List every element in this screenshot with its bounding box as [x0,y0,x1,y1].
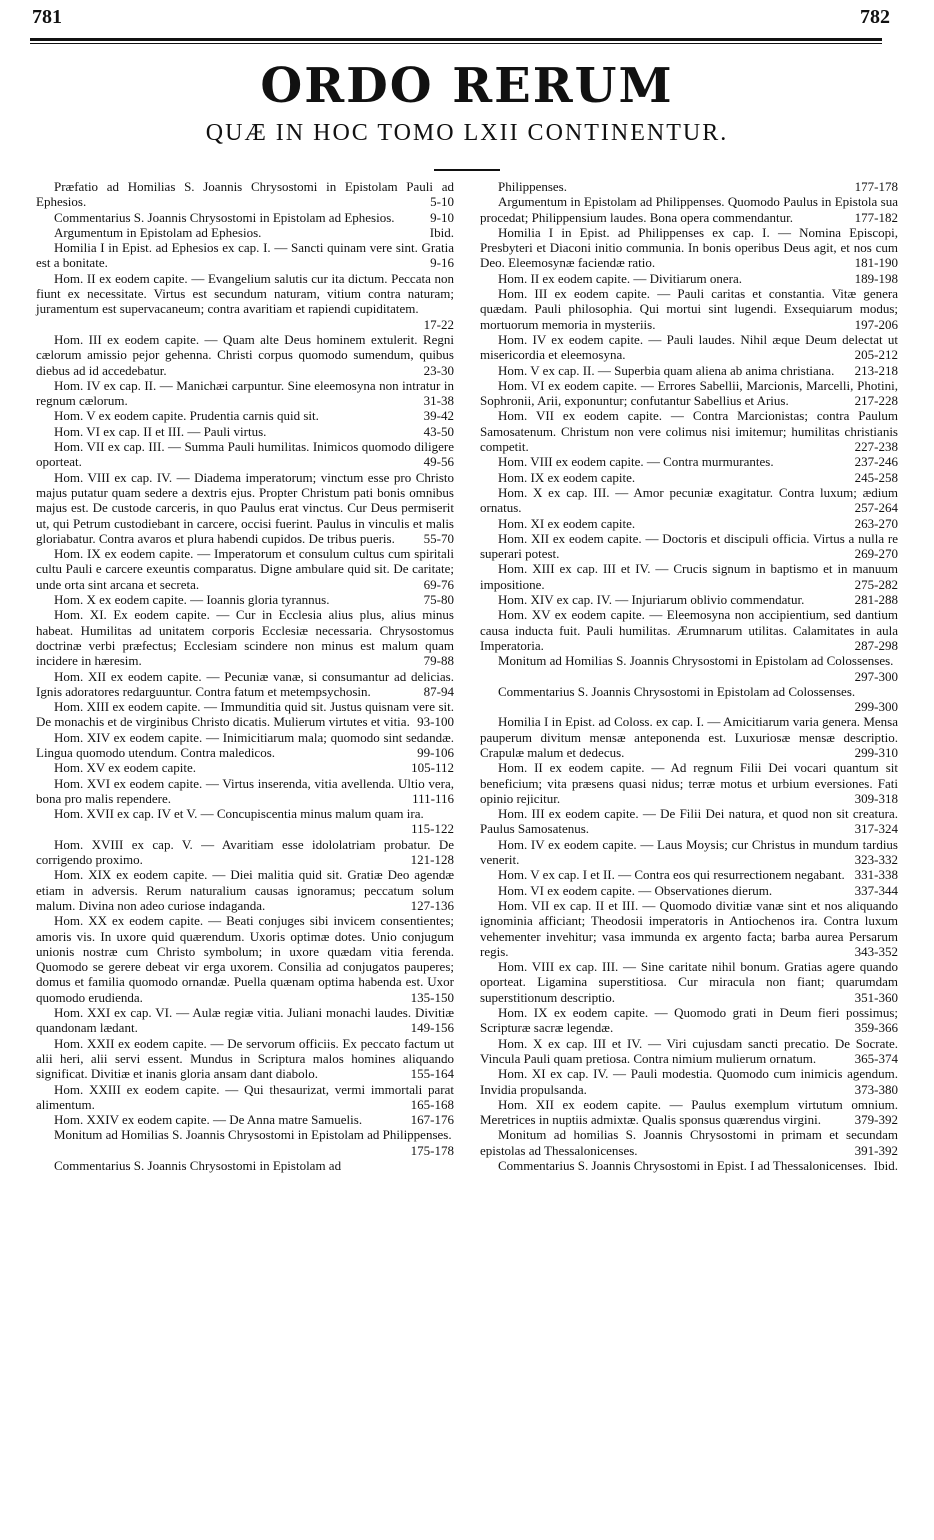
entry-text: Hom. XVIII ex cap. V. — Avaritiam esse idololatriam probatur. De corrigendo proximo. [36,836,454,868]
index-entry [480,271,898,286]
index-entry [480,883,898,898]
entry-text: Hom. X ex eodem capite. — Ioannis gloria tyrannus. [54,592,330,608]
index-entry [36,408,454,423]
index-entry [480,898,898,959]
entry-pages: 75-80 [423,592,454,608]
entry-text: Hom. IX ex eodem capite. [498,469,636,485]
index-entry [480,653,898,684]
index-entry [480,867,898,882]
entry-text: Hom. XXI ex cap. VI. — Aulæ regiæ vitia. Juliani monachi laudes. Divitiæ quandonam lædant. [36,1005,454,1036]
index-entry [480,225,898,271]
index-entry [480,485,898,516]
index-entry [36,607,454,668]
entry-text: Commentarius S. Joannis Chrysostomi in Epistolam ad Colossenses. [498,683,856,699]
entry-text: Hom. XI ex cap. IV. — Pauli modestia. Quomodo cum inimicis agendum. Invidia propulsanda. [480,1066,898,1097]
index-entry [36,837,454,868]
entry-text: Hom. XIII ex eodem capite. — Immunditia quid sit. Justus quisnam vere sit. De monachis et de virginibus Christo dicatis. Mulierum virtutes et vitia. [36,699,454,730]
entry-pages: 127-136 [410,897,454,913]
index-entry [480,607,898,653]
entry-text: Hom. XXIV ex eodem capite. — De Anna matre Samuelis. [54,1112,363,1128]
index-entry [36,913,454,1005]
entry-pages: Ibid. [873,1158,898,1173]
index-entry [480,959,898,1005]
entry-pages: 213-218 [854,362,898,378]
entry-text: Hom. III ex eodem capite. — De Filii Dei natura, et quod non sit creatura. Paulus Samosatenus. [480,806,898,837]
entry-pages: 177-182 [854,209,898,225]
entry-pages: 69-76 [423,576,454,592]
entry-text: Argumentum in Epistolam ad Philippenses. Quomodo Paulus in Epistola sua procedat; Philippensium laudes. Bona opera commendantur. [480,194,898,225]
entry-pages: 149-156 [410,1020,454,1036]
index-entry [36,179,454,210]
entry-text: Hom. II ex eodem capite. — Divitiarum onera. [498,270,743,286]
entry-pages: 177-178 [854,179,898,194]
entry-pages: 79-88 [423,653,454,669]
header-rule-thick [30,38,882,41]
index-entry [36,1036,454,1082]
entry-text: Hom. IV ex eodem capite. — Pauli laudes. Nihil æque Deum delectat ut misericordia et eleemosyna. [480,331,898,363]
entry-pages: 245-258 [854,469,898,485]
entry-text: Argumentum in Epistolam ad Ephesios. [54,224,262,240]
index-entry [36,271,454,332]
index-entry [480,179,898,194]
index-entry [36,1082,454,1113]
index-entry [480,1127,898,1158]
index-entry [36,546,454,592]
index-entry [36,470,454,546]
index-entry [36,592,454,607]
entry-pages: 337-344 [854,882,898,898]
index-entry [480,592,898,607]
index-entry [36,378,454,409]
entry-text: Homilia I in Epist. ad Coloss. ex cap. I. — Amicitiarum varia genera. Mensa pauperum divitum mensæ anteponenda est. Luxuriosæ mensæ descriptio. Crapulæ malum et dedecus. [480,714,898,760]
index-entry [480,408,898,454]
entry-pages: 297-300 [854,668,898,684]
entry-text: Commentarius S. Joannis Chrysostomi in Epistolam ad [54,1158,342,1173]
entry-pages: 299-310 [854,744,898,760]
entry-text: Hom. XIV ex eodem capite. — Inimicitiarum mala; quomodo sint sedandæ. Lingua quomodo utendum. Contra maledicos. [36,729,454,760]
entry-text: Hom. XI ex eodem capite. [498,515,636,531]
entry-pages: 299-300 [854,699,898,715]
index-entry [36,1112,454,1127]
entry-text: Hom. VIII ex cap. III. — Sine caritate nihil bonum. Gratias agere quando oporteat. Ligamina superstitiosa. Cur miracula non fiant; quarumdam superstitionum descriptio. [480,959,898,1005]
entry-pages: 323-332 [854,852,898,868]
entry-pages: 9-10 [430,209,454,225]
entry-pages: 359-366 [854,1020,898,1036]
index-entry [480,1036,898,1067]
entry-pages: 309-318 [854,790,898,806]
entry-text: Hom. VI ex cap. II et III. — Pauli virtus. [54,423,267,439]
entry-pages: 87-94 [423,683,454,699]
entry-pages: 115-122 [411,821,454,837]
entry-pages: 155-164 [410,1066,454,1082]
entry-text: Homilia I in Epist. ad Philippenses ex cap. I. — Nomina Episcopi, Presbyteri et Diaconi initio communia. In bonis operibus Deus agit, et nos cum Deo. Eleemosynæ faciendæ ratio. [480,224,898,271]
index-entry [36,730,454,761]
index-entry [36,669,454,700]
index-entry [480,454,898,469]
page-number-right: 782 [860,6,890,28]
left-column [36,179,454,1173]
index-entry [36,240,454,271]
entry-text: Hom. XI. Ex eodem capite. — Cur in Ecclesia alius plus, alius minus habeat. Humilitas ad unitatem corporis Ecclesiæ necessaria. Chrysostomus doctrinæ verbi præfectus; Ecclesiam scindere non minus est malum quam incidere in hæresim. [36,607,454,669]
entry-text: Hom. III ex eodem capite. — Quam alte Deus hominem extulerit. Regni cælorum amissio pejor gehenna. Christi corpus quomodo sumendum, quibus diebus ad id accedebatur. [36,331,454,378]
entry-pages: 257-264 [854,500,898,516]
index-entry [480,760,898,806]
entry-pages: 93-100 [417,714,454,730]
entry-text: Hom. XV ex eodem capite. — Eleemosyna non accipientium, sed dantium causa inducta fuit. Pauli humilitas. Ærumnarum utilitas. Calamitates in aula Imperatoria. [480,607,898,653]
entry-pages: 111-116 [412,790,454,806]
entry-pages: 281-288 [854,592,898,608]
entry-text: Hom. VII ex cap. III. — Summa Pauli humilitas. Inimicos quomodo diligere oporteat. [36,439,454,470]
header-rule-thin [30,43,882,44]
entry-text: Hom. IV ex eodem capite. — Laus Moysis; cur Christus in mundum tardius venerit. [480,836,898,868]
entry-text: Hom. XII ex eodem capite. — Paulus exemplum virtutum omnium. Meretrices in nuptiis admixtæ. Qualis sponsus quærendus virgini. [480,1096,898,1128]
entry-pages: 99-106 [417,744,454,760]
entry-text: Hom. XII ex eodem capite. — Pecuniæ vanæ, si consumantur ad delicias. Ignis adoratores redarguuntur. Contra fatum et metempsychosin. [36,668,454,699]
entry-pages: 181-190 [854,255,898,271]
index-entry [36,1005,454,1036]
entry-text: Hom. XXII ex eodem capite. — De servorum officiis. Ex peccato factum ut alii heri, alii servi essent. Mundus in Scriptura malos homines aliquando significat. Divitiæ et inanis gloria ansam dant diabolo. [36,1035,454,1082]
index-entry [36,225,454,240]
entry-pages: 205-212 [854,347,898,363]
entry-pages: 175-178 [410,1142,454,1158]
entry-pages: 269-270 [854,546,898,562]
index-entry [36,699,454,730]
entry-text: Hom. VIII ex eodem capite. — Contra murmurantes. [498,454,774,470]
index-entry [480,332,898,363]
entry-text: Hom. X ex cap. III et IV. — Viri cujusdam sancti precatio. De Socrate. Vincula Pauli quam pretiosa. Contra nimium mulierum ornatum. [480,1035,898,1066]
title-divider [434,169,500,171]
entry-pages: 23-30 [423,362,454,378]
index-entry [480,470,898,485]
index-entry [36,439,454,470]
index-entry [480,363,898,378]
entry-text: Hom. V ex cap. II. — Superbia quam aliena ab anima christiana. [498,362,835,378]
entry-pages: 167-176 [410,1112,454,1128]
entry-pages: 189-198 [854,270,898,286]
entry-pages: 227-238 [854,439,898,455]
index-entry [36,1158,454,1173]
entry-pages: 17-22 [423,316,454,332]
entry-text: Hom. IV ex cap. II. — Manichæi carpuntur. Sine eleemosyna non intratur in regnum cælorum. [36,377,454,409]
entry-pages: 121-128 [410,852,454,868]
entry-text: Præfatio ad Homilias S. Joannis Chrysostomi in Epistolam Pauli ad Ephesios. [36,179,454,210]
right-column [480,179,898,1173]
entry-pages: 105-112 [411,760,454,776]
entry-text: Hom. XV ex eodem capite. [54,760,196,776]
page-title: ORDO RERUM [260,58,674,114]
page-number-left: 781 [32,6,62,28]
entry-pages: 351-360 [854,989,898,1005]
entry-text: Hom. XIV ex cap. IV. — Injuriarum oblivio commendatur. [498,592,805,608]
entry-text: Hom. II ex eodem capite. — Evangelium salutis cur ita dictum. Peccata non fiunt ex necessitate. Virtus est secundum naturam, vitium contra naturam; juramentum est supervacaneum; contra avaritiam et rapiendi cupiditatem. [36,270,454,317]
entry-text: Hom. XXIII ex eodem capite. — Qui thesaurizat, vermi immortali parat alimentum. [36,1081,454,1112]
entry-text: Hom. XX ex eodem capite. — Beati conjuges sibi invicem consentientes; amoris vis. In uxore quid quærendum. Uxoris optimæ dotes. Unio conjugum unionis nostræ cum Christo symbolum; in uxore quædam vitia ferenda. Quomodo se gerere debeat vir erga uxorem. Consilia ad conjugatos pauperes; domus et familia quomodo ornandæ. Puella quænam optima habenda est. Uxor quomodo erudienda. [36,913,454,1005]
entry-text: Hom. V ex cap. I et II. — Contra eos qui resurrectionem negabant. [498,867,845,883]
index-entry [36,1127,454,1158]
entry-text: Hom. VII ex eodem capite. — Contra Marcionistas; contra Paulum Samosatenum. Christum non vere colimus nisi imitemur; humilitas christianis competit. [480,408,898,455]
entry-pages: 379-392 [854,1112,898,1128]
page-subtitle: QUÆ IN HOC TOMO LXII CONTINENTUR. [205,120,729,146]
index-entry [36,332,454,378]
entry-pages: 237-246 [854,454,898,470]
index-entry [480,561,898,592]
entry-text: Hom. X ex cap. III. — Amor pecuniæ exagitatur. Contra luxum; ædium ornatus. [480,484,898,516]
entry-pages: 317-324 [854,821,898,837]
entry-pages: 197-206 [854,316,898,332]
index-entry [36,210,454,225]
index-entry [480,286,898,332]
index-entry [36,867,454,913]
entry-text: Monitum ad Homilias S. Joannis Chrysostomi in Epistolam ad Colossenses. [498,653,894,669]
entry-pages: 55-70 [423,530,454,546]
entry-text: Monitum ad homilias S. Joannis Chrysostomi in primam et secundam epistolas ad Thessalonicenses. [480,1127,898,1158]
entry-pages: 331-338 [854,867,898,883]
entry-pages: 217-228 [854,393,898,409]
entry-text: Philippenses. [498,179,567,194]
index-entry [36,760,454,775]
index-entry [36,776,454,807]
entry-text: Hom. V ex eodem capite. Prudentia carnis quid sit. [54,408,319,424]
entry-text: Hom. XVI ex eodem capite. — Virtus inserenda, vitia avellenda. Ultio vera, bona pro malis rependere. [36,775,454,806]
index-entry [480,194,898,225]
entry-text: Hom. IX ex eodem capite. — Quomodo grati in Deum fieri possimus; Scripturæ sacræ legendæ. [480,1005,898,1036]
entry-text: Hom. VII ex cap. II et III. — Quomodo divitiæ vanæ sint et nos aliquando ignominia afficiant; Theodosii imperatoris in Antiochenos ira. Contra luxum vehementer invehitur; vasa immunda ex argento facta; barba aurea Persarum regis. [480,897,898,959]
entry-pages: 135-150 [410,989,454,1005]
entry-pages: 43-50 [423,423,454,439]
entry-text: Hom. XII ex eodem capite. — Doctoris et discipuli officia. Virtus a nulla re superari potest. [480,530,898,562]
index-entry [36,424,454,439]
index-entry [480,378,898,409]
entry-pages: 49-56 [423,454,454,470]
index-entry [480,1158,898,1173]
entry-text: Homilia I in Epist. ad Ephesios ex cap. I. — Sancti quinam vere sint. Gratia est a bonitate. [36,240,454,271]
index-entry [480,1005,898,1036]
entry-text: Hom. III ex eodem capite. — Pauli caritas et constantia. Vitæ genera quædam. Pauli philosophia. Qui mortui sint lugendi. Exsequiarum modus; mortuorum memoria in mysteriis. [480,286,898,332]
entry-text: Hom. XVII ex cap. IV et V. — Concupiscentia minus malum quam ira. [54,806,424,822]
entry-text: Hom. II ex eodem capite. — Ad regnum Filii Dei vocari quantum sit beneficium; vita præsens quasi nidus; terræ motus et urbium eversiones. Fati opinio rejicitur. [480,760,898,806]
entry-pages: 373-380 [854,1081,898,1097]
entry-pages: 165-168 [410,1096,454,1112]
index-entry [480,806,898,837]
entry-pages: 9-16 [430,255,454,271]
index-entry [480,531,898,562]
index-entry [480,714,898,760]
index-entry [480,516,898,531]
entry-text: Hom. XIII ex cap. III et IV. — Crucis signum in baptismo et in manuum impositione. [480,561,898,592]
entry-pages: 365-374 [854,1050,898,1066]
entry-pages: 287-298 [854,637,898,653]
index-entry [480,1097,898,1128]
index-entry [480,1066,898,1097]
entry-pages: 39-42 [423,408,454,424]
entry-pages: 263-270 [854,515,898,531]
index-entry [36,806,454,837]
entry-text: Monitum ad Homilias S. Joannis Chrysostomi in Epistolam ad Philippenses. [54,1127,452,1143]
entry-text: Hom. IX ex eodem capite. — Imperatorum et consulum cultus cum spiritali cultu Pauli e carcere exeuntis comparatus. Digne ambulare quid sit. De caritate; unde orta sint arcana et secreta. [36,546,454,592]
entry-pages: 31-38 [423,393,454,409]
entry-pages: 5-10 [430,194,454,210]
entry-pages: 391-392 [854,1142,898,1158]
entry-text: Hom. XIX ex eodem capite. — Diei malitia quid sit. Gratiæ Deo agendæ etiam in adversis. Rerum naturalium causas ignoramus; peccatum solum malum. Divina non adeo curiose indaganda. [36,867,454,913]
index-entry [480,684,898,715]
entry-text: Hom. VI ex eodem capite. — Observationes dierum. [498,882,773,898]
entry-text: Hom. VI ex eodem capite. — Errores Sabellii, Marcionis, Marcelli, Photini, Sophronii, Arii, exponuntur; confutantur Sabellius et Arius. [480,377,898,409]
entry-pages: 275-282 [854,576,898,592]
entry-pages: 343-352 [854,943,898,959]
entry-text: Hom. VIII ex cap. IV. — Diadema imperatorum; vinctum esse pro Christo majus putatur quam sedere a dextris ejus. Propter Christum pati bonis omnibus majus est. De custode carceris, in quo Paulus erat vinctus. Cur Deus permiserit ut, qui Petrum custodiebant in carcere, occisi fuerint. Paulus in vinculis et malis gloriabatur. Contra avaros et plura habendi cupidos. De tribus pueris. [36,469,454,546]
index-entry [480,837,898,868]
entry-pages: Ibid. [429,224,454,240]
entry-text: Commentarius S. Joannis Chrysostomi in Epist. I ad Thessalonicenses. [498,1158,867,1173]
entry-text: Commentarius S. Joannis Chrysostomi in Epistolam ad Ephesios. [54,209,395,225]
